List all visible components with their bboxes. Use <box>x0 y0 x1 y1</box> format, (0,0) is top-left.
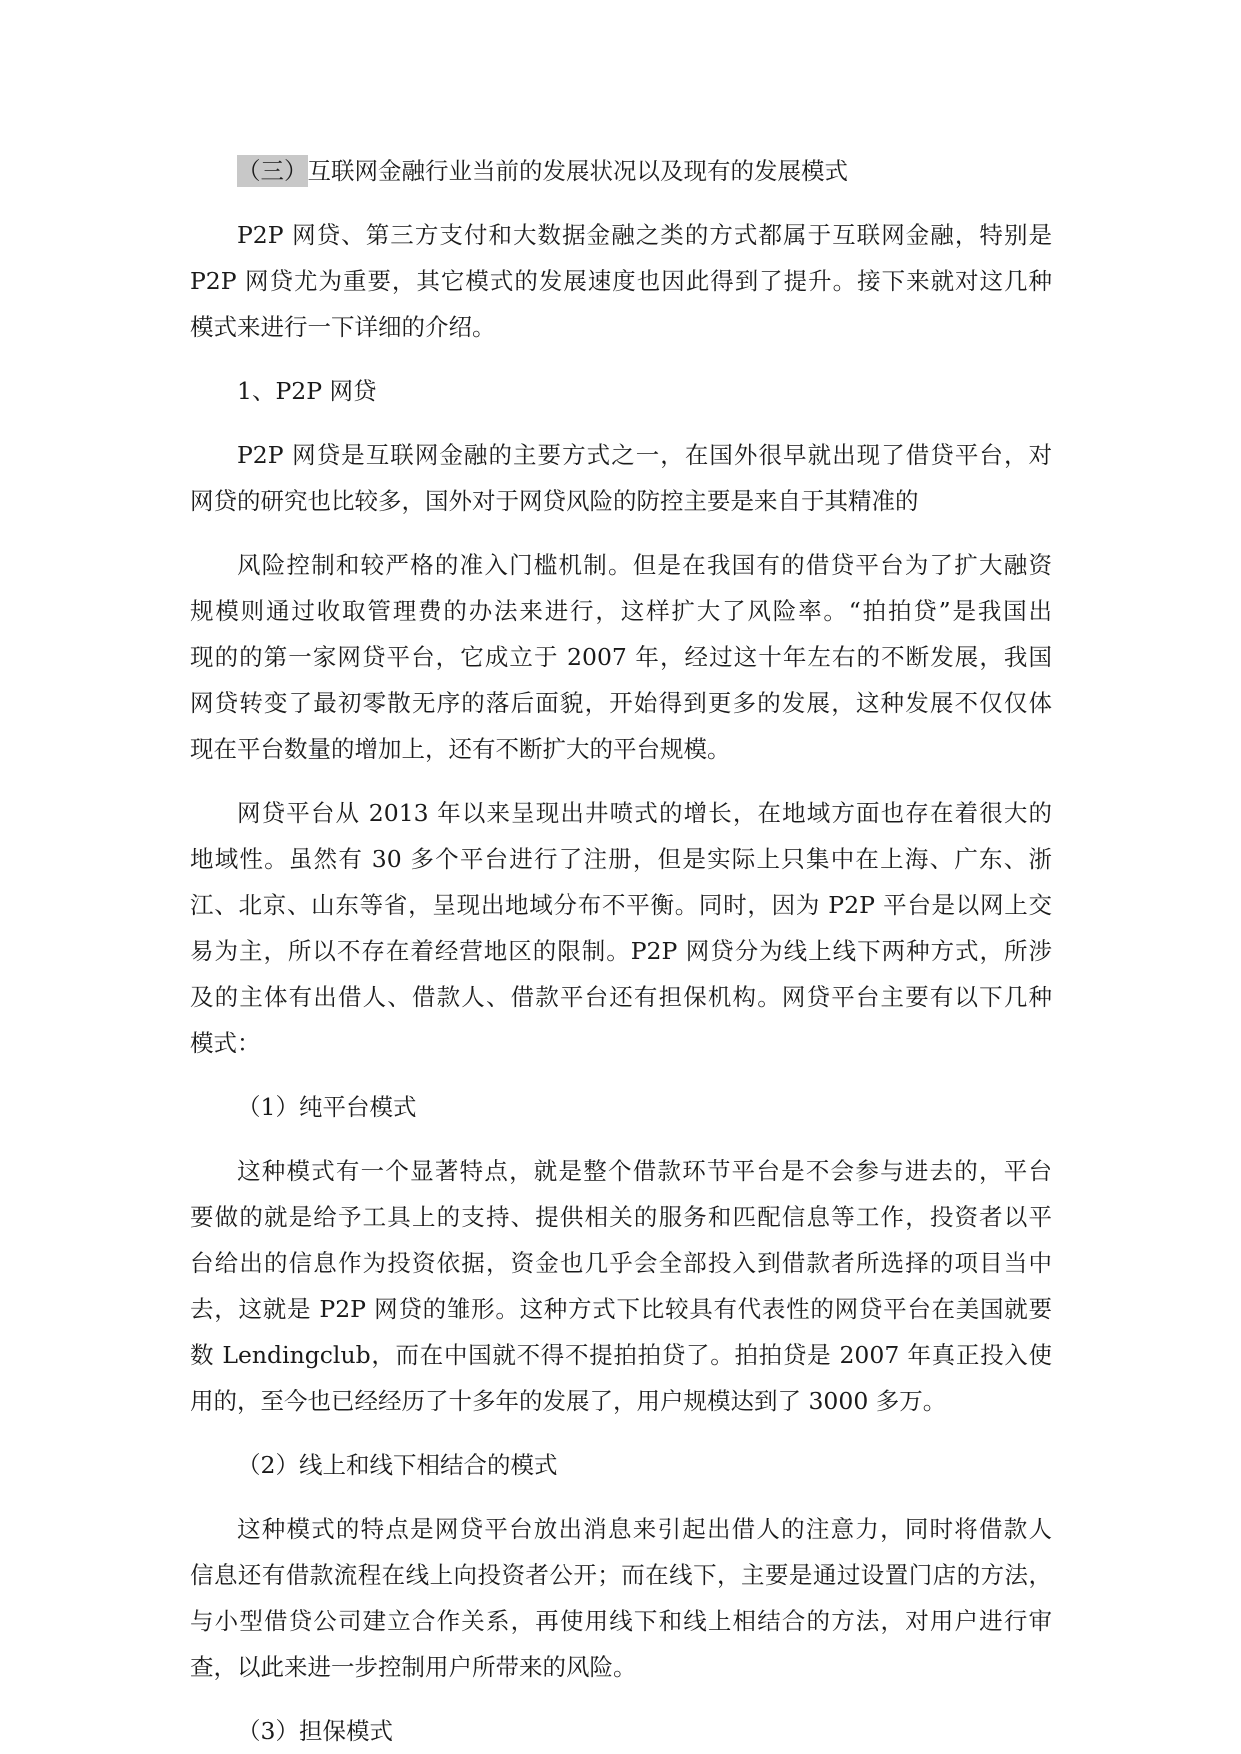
paragraph-line: 去，这就是 P2P 网贷的雏形。这种方式下比较具有代表性的网贷平台在美国就要 <box>190 1295 1052 1323</box>
paragraph-line: 网贷平台从 2013 年以来呈现出井喷式的增长，在地域方面也存在着很大的 <box>237 799 1052 827</box>
subsection-title-p2p: 1、P2P 网贷 <box>237 377 377 405</box>
paragraph-line: 模式： <box>190 1029 261 1057</box>
paragraph-line: 现在平台数量的增加上，还有不断扩大的平台规模。 <box>190 735 731 763</box>
paragraph-line: 数 Lendingclub，而在中国就不得不提拍拍贷了。拍拍贷是 2007 年真正投入使 <box>190 1341 1052 1369</box>
paragraph-line: 台给出的信息作为投资依据，资金也几乎会全部投入到借款者所选择的项目当中 <box>190 1249 1052 1277</box>
mode1-paragraph <box>190 1148 1052 1424</box>
section-heading <box>190 148 1052 194</box>
paragraph-line: 地域性。虽然有 30 多个平台进行了注册，但是实际上只集中在上海、广东、浙 <box>190 845 1052 873</box>
paragraph-line: 网贷的研究也比较多，国外对于网贷风险的防控主要是来自于其精准的 <box>190 487 919 515</box>
growth-paragraph <box>190 790 1052 1066</box>
document-page <box>190 148 1052 1754</box>
intro-paragraph <box>190 212 1052 350</box>
p2p-paragraph <box>190 432 1052 524</box>
paragraph-line: 易为主，所以不存在着经营地区的限制。P2P 网贷分为线上线下两种方式，所涉 <box>190 937 1052 965</box>
paragraph-line: 江、北京、山东等省，呈现出地域分布不平衡。同时，因为 P2P 平台是以网上交 <box>190 891 1052 919</box>
paragraph-line: P2P 网贷尤为重要，其它模式的发展速度也因此得到了提升。接下来就对这几种 <box>190 267 1052 295</box>
section-heading-marker: （三） <box>237 157 308 185</box>
mode2-paragraph <box>190 1506 1052 1690</box>
paragraph-line: P2P 网贷是互联网金融的主要方式之一，在国外很早就出现了借贷平台，对 <box>237 441 1052 469</box>
paragraph-line: 用的，至今也已经经历了十多年的发展了，用户规模达到了 3000 多万。 <box>190 1387 947 1415</box>
paragraph-line: P2P 网贷、第三方支付和大数据金融之类的方式都属于互联网金融，特别是 <box>237 221 1052 249</box>
risk-control-paragraph <box>190 542 1052 772</box>
mode2-title: （2）线上和线下相结合的模式 <box>237 1451 558 1479</box>
paragraph-line: 模式来进行一下详细的介绍。 <box>190 313 496 341</box>
mode1-title: （1）纯平台模式 <box>237 1093 417 1121</box>
paragraph-line: 查，以此来进一步控制用户所带来的风险。 <box>190 1653 637 1681</box>
paragraph-line: 这种模式的特点是网贷平台放出消息来引起出借人的注意力，同时将借款人 <box>237 1515 1052 1543</box>
paragraph-line: 现的的第一家网贷平台，它成立于 2007 年，经过这十年左右的不断发展，我国 <box>190 643 1052 671</box>
paragraph-line: 及的主体有出借人、借款人、借款平台还有担保机构。网贷平台主要有以下几种 <box>190 983 1052 1011</box>
mode3-title: （3）担保模式 <box>237 1717 393 1745</box>
paragraph-line: 信息还有借款流程在线上向投资者公开；而在线下，主要是通过设置门店的方法， <box>190 1561 1052 1589</box>
paragraph-line: 规模则通过收取管理费的办法来进行，这样扩大了风险率。“拍拍贷”是我国出 <box>190 597 1052 625</box>
paragraph-line: 这种模式有一个显著特点，就是整个借款环节平台是不会参与进去的，平台 <box>237 1157 1052 1185</box>
section-heading-text: 互联网金融行业当前的发展状况以及现有的发展模式 <box>307 157 848 185</box>
paragraph-line: 网贷转变了最初零散无序的落后面貌，开始得到更多的发展，这种发展不仅仅体 <box>190 689 1052 717</box>
paragraph-line: 要做的就是给予工具上的支持、提供相关的服务和匹配信息等工作，投资者以平 <box>190 1203 1052 1231</box>
paragraph-line: 风险控制和较严格的准入门槛机制。但是在我国有的借贷平台为了扩大融资 <box>237 551 1052 579</box>
paragraph-line: 与小型借贷公司建立合作关系，再使用线下和线上相结合的方法，对用户进行审 <box>190 1607 1052 1635</box>
